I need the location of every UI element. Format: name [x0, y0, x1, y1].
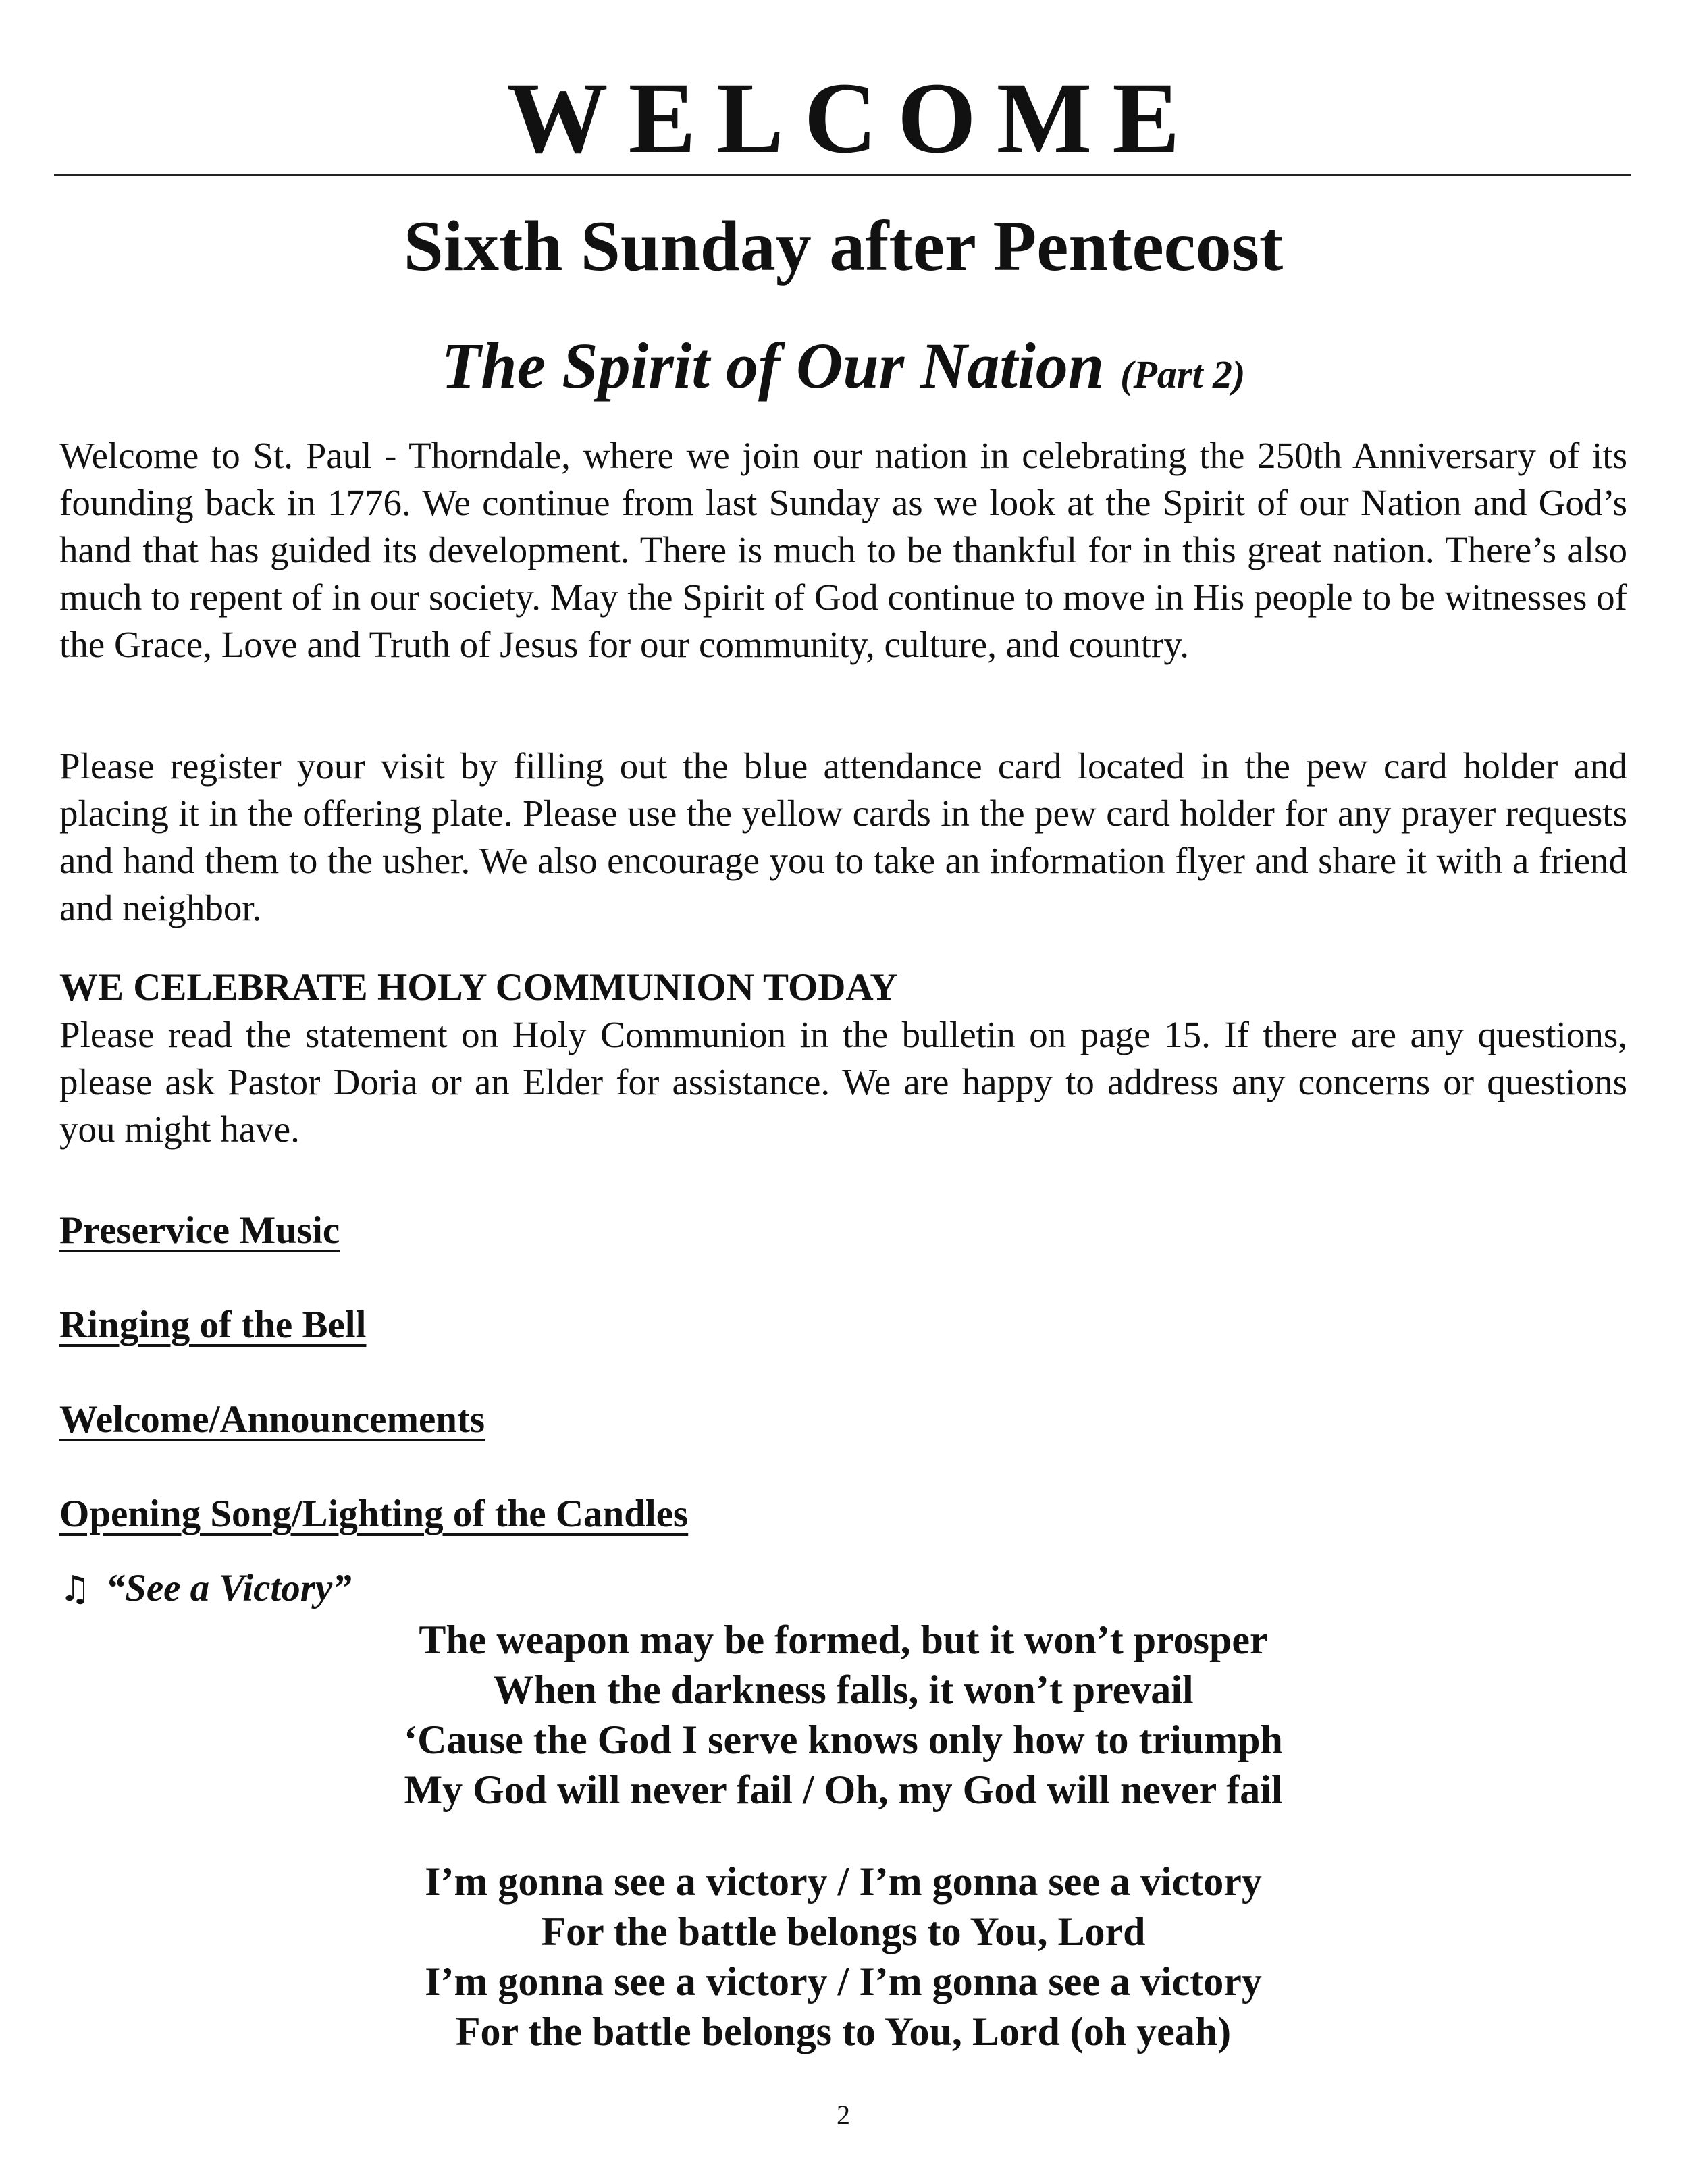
masthead-title: WELCOME [506, 62, 1201, 174]
page-number: 2 [837, 2100, 850, 2130]
section-preservice-music: Preservice Music [59, 1209, 340, 1252]
music-note-icon: ♫ [59, 1569, 91, 1609]
header-divider [54, 174, 1631, 176]
song-title-line [59, 1565, 352, 1613]
register-paragraph: Please register your visit by filling out the blue attendance card located in the pew card holder and placing it in the offering plate. Please use the yellow cards in the pew card holder for any prayer requests and hand them to the usher. We also encourage you to take an information flyer and share it with a friend and neighbor. [59, 745, 1627, 928]
lyric-line: The weapon may be formed, but it won’t prosper [419, 1618, 1268, 1662]
section-ringing-bell: Ringing of the Bell [59, 1304, 367, 1346]
lyric-line: For the battle belongs to You, Lord (oh yeah) [455, 2009, 1232, 2054]
lyric-line: For the battle belongs to You, Lord [541, 1909, 1146, 1954]
communion-paragraph: Please read the statement on Holy Communion in the bulletin on page 15. If there are any questions, please ask Pastor Doria or an Elder for assistance. We are happy to address any concerns or questions you might have. [59, 1014, 1627, 1150]
lyric-line: I’m gonna see a victory / I’m gonna see a victory [425, 1859, 1262, 1904]
section-opening-song: Opening Song/Lighting of the Candles [59, 1493, 689, 1535]
song-verse-1 [59, 1615, 1627, 1815]
sermon-theme [59, 325, 1627, 415]
communion-heading: WE CELEBRATE HOLY COMMUNION TODAY [59, 966, 898, 1009]
song-verse-2 [59, 1857, 1627, 2056]
lyric-line: When the darkness falls, it won’t prevail [493, 1668, 1194, 1712]
lyric-line: ‘Cause the God I serve knows only how to triumph [404, 1717, 1283, 1762]
section-welcome-announcements: Welcome/Announcements [59, 1398, 485, 1441]
theme-part: (Part 2) [1120, 352, 1246, 396]
lyric-line: I’m gonna see a victory / I’m gonna see a victory [425, 1959, 1262, 2004]
welcome-paragraph: Welcome to St. Paul - Thorndale, where we join our nation in celebrating the 250th Anniversary of its founding back in 1776. We continue from last Sunday as we look at the Spirit of our Nation and God’s hand that has guided its development. There is much to be thankful for in this great nation. There’s also much to repent of in our society. May the Spirit of God continue to move in His people to be witnesses of the Grace, Love and Truth of Jesus for our community, culture, and country. [59, 435, 1627, 665]
song-title: “See a Victory” [105, 1567, 352, 1609]
service-subtitle: Sixth Sunday after Pentecost [403, 207, 1284, 286]
lyric-line: My God will never fail / Oh, my God will never fail [404, 1767, 1283, 1812]
theme-title: The Spirit of Our Nation [441, 329, 1105, 402]
